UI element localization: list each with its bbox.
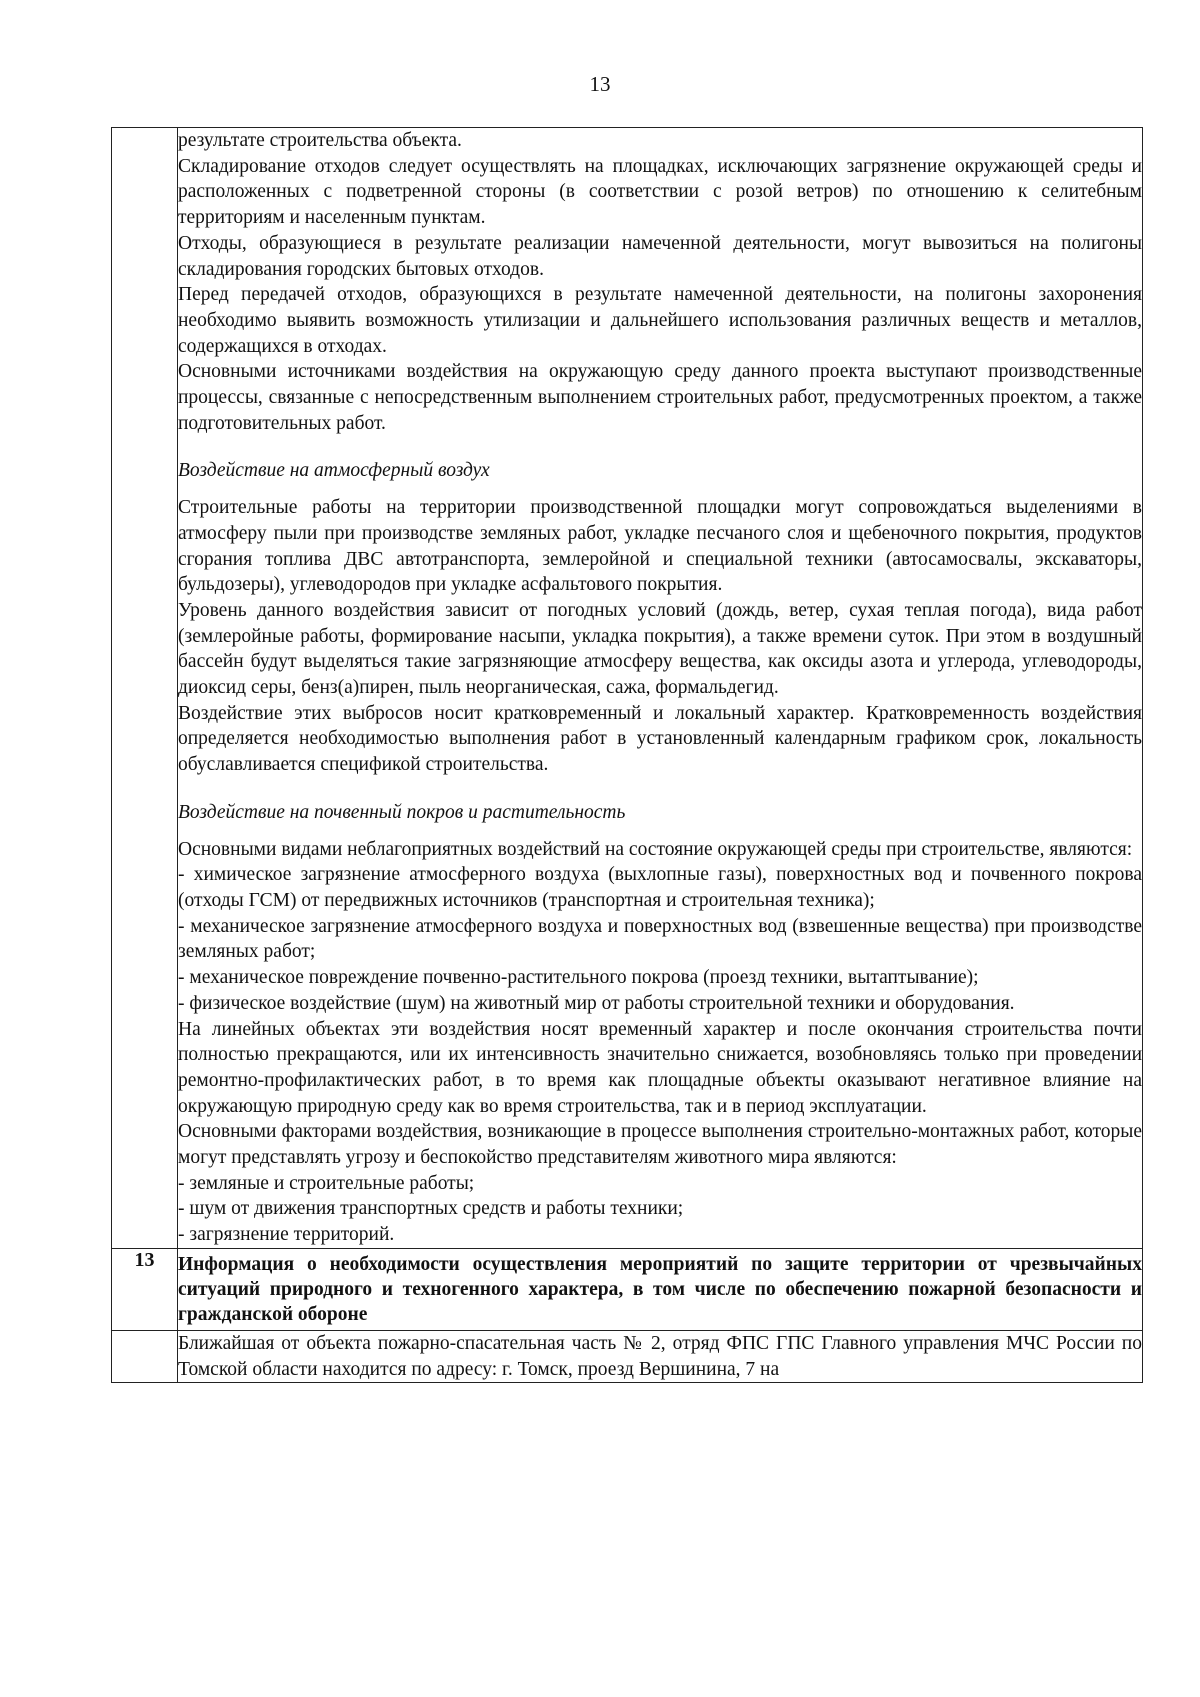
list-item: - шум от движения транспортных средств и работы техники; [178, 1198, 684, 1220]
paragraph: Отходы, образующиеся в результате реализации намеченной деятельности, могут вывозиться на полигоны складирования городских бытовых отходов. [178, 232, 1142, 280]
table-row [112, 128, 1143, 1249]
row-heading-cell [178, 1248, 1143, 1330]
row-content-cell [178, 1330, 1143, 1382]
paragraph: Основными источниками воздействия на окружающую среду данного проекта выступают производственные процессы, связанные с непосредственным выполнением строительных работ, предусмотренных проектом, а также подготовительных работ. [178, 361, 1142, 434]
section-title-soil: Воздействие на почвенный покров и растительность [178, 801, 626, 823]
paragraph: Воздействие этих выбросов носит кратковременный и локальный характер. Кратковременность воздействия определяется необходимостью выполнения работ в установленный календарным графиком срок, локальность обуславливается спецификой строительства. [178, 702, 1142, 776]
list-item: - физическое воздействие (шум) на животный мир от работы строительной техники и оборудования. [178, 992, 1015, 1014]
list-item: - земляные и строительные работы; [178, 1172, 475, 1194]
section-heading: Информация о необходимости осуществления мероприятий по защите территории от чрезвычайных ситуаций природного и техногенного характера, в том числе по обеспечению пожарной безопасности и гражданской обороне [178, 1253, 1142, 1325]
list-item: - механическое повреждение почвенно-растительного покрова (проезд техники, вытаптывание); [178, 967, 979, 989]
row-number-cell: 13 [112, 1248, 178, 1330]
list-item: - загрязнение территорий. [178, 1224, 395, 1246]
text-run: 7 на [740, 1358, 780, 1380]
row-content-cell [178, 128, 1143, 1249]
table-row [112, 1248, 1143, 1330]
text-run-underlined: , [735, 1358, 741, 1380]
paragraph: Уровень данного воздействия зависит от погодных условий (дождь, ветер, сухая теплая погода), вида работ (землеройные работы, формирование насыпи, укладка покрытия), а также времени суток. При этом в воздушный бассейн будут выделяться такие загрязняющие атмосферу вещества, как оксиды азота и углерода, углеводороды, диоксид серы, бенз(а)пирен, пыль неорганическая, сажа, формальдегид. [178, 599, 1142, 699]
paragraph: Складирование отходов следует осуществлять на площадках, исключающих загрязнение окружающей среды и расположенных с подветренной стороны (в соответствии с розой ветров) по отношению к селитебным территориям и населенным пунктам. [178, 155, 1142, 229]
page-number: 13 [589, 72, 611, 96]
paragraph: Основными видами неблагоприятных воздействий на состояние окружающей среды при строительстве, являются: [178, 838, 1133, 860]
section-title-air: Воздействие на атмосферный воздух [178, 460, 490, 482]
document-table [111, 127, 1143, 1383]
list-item: - механическое загрязнение атмосферного воздуха и поверхностных вод (взвешенные вещества) при производстве земляных работ; [178, 915, 1142, 963]
table-row [112, 1330, 1143, 1382]
fire-station-paragraph [178, 1331, 1142, 1382]
text-run: Ближайшая от объекта пожарно-спасательная часть № 2, отряд ФПС ГПС Главного управления МЧС России по Томской области находится по адресу: г. Томск, проезд Вершинина [178, 1332, 1142, 1380]
paragraph: Строительные работы на территории производственной площадки могут сопровождаться выделениями в атмосферу пыли при производстве земляных работ, укладке песчаного слоя и щебеночного покрытия, продуктов сгорания топлива ДВС автотранспорта, землеройной и специальной техники (автосамосвалы, экскаваторы, бульдозеры), углеводородов при укладке асфальтового покрытия. [178, 497, 1142, 596]
environmental-impact-text [178, 128, 1142, 1248]
paragraph: На линейных объектах эти воздействия носят временный характер и после окончания строительства почти полностью прекращаются, или их интенсивность значительно снижается, возобновляясь только при проведении ремонтно-профилактических работ, в то время как площадные объекты оказывают негативное влияние на окружающую природную среду как во время строительства, так и в период эксплуатации. [178, 1018, 1142, 1117]
row-number-cell [112, 128, 178, 1249]
paragraph: Основными факторами воздействия, возникающие в процессе выполнения строительно-монтажных работ, которые могут представлять угрозу и беспокойство представителям животного мира являются: [178, 1121, 1142, 1169]
list-item: - химическое загрязнение атмосферного воздуха (выхлопные газы), поверхностных вод и почвенного покрова (отходы ГСМ) от передвижных источников (транспортная и строительная техника); [178, 864, 1142, 911]
row-number-cell [112, 1330, 178, 1382]
paragraph: результате строительства объекта. [178, 130, 462, 151]
paragraph: Перед передачей отходов, образующихся в результате намеченной деятельности, на полигоны захоронения необходимо выявить возможность утилизации и дальнейшего использования различных веществ и металлов, содержащихся в отходах. [178, 284, 1142, 357]
